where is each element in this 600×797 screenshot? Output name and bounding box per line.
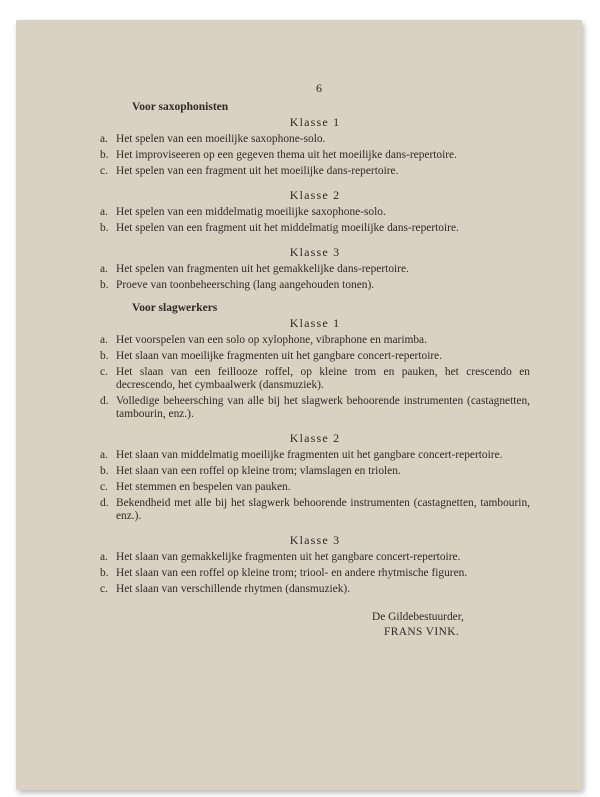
item-list (100, 334, 530, 421)
item-text: Het slaan van gemakkelijke fragmenten uit het gangbare concert-repertoire. (116, 551, 461, 563)
item-text: Proeve van toonbeheersching (lang aangehouden tonen). (116, 279, 375, 291)
item-letter: b. (100, 567, 109, 579)
item-text: Het spelen van een fragment uit het middelmatig moeilijke dans-repertoire. (116, 222, 459, 234)
item-list (100, 133, 530, 178)
item-letter: c. (100, 366, 108, 378)
item-letter: a. (100, 133, 108, 145)
item-letter: a. (100, 263, 108, 275)
list-item (100, 279, 530, 292)
item-letter: b. (100, 279, 109, 291)
item-letter: b. (100, 465, 109, 477)
document-page (100, 82, 530, 640)
page-number: 6 (316, 81, 322, 95)
section-heading: Voor slagwerkers (132, 302, 218, 314)
signature-block (372, 610, 530, 640)
list-item (100, 165, 530, 178)
item-text: Het slaan van verschillende rhytmen (dansmuziek). (116, 583, 351, 595)
item-text: Het spelen van een middelmatig moeilijke saxophone-solo. (116, 206, 386, 218)
item-text: Bekendheid met alle bij het slagwerk behoorende instrumenten (castagnetten, tambourin, enz.). (116, 497, 530, 522)
item-letter: a. (100, 334, 108, 346)
class-title: Klasse 2 (289, 431, 341, 445)
list-item (100, 465, 530, 478)
class-title: Klasse 3 (289, 245, 341, 259)
item-text: Het slaan van een roffel op kleine trom; triool- en andere rhytmische figuren. (116, 567, 468, 579)
list-item (100, 350, 530, 363)
item-text: Het spelen van een moeilijke saxophone-solo. (116, 133, 326, 145)
list-item (100, 133, 530, 146)
item-letter: a. (100, 206, 108, 218)
item-text: Het slaan van een feillooze roffel, op kleine trom en pauken, het crescendo en decrescendo, het cymbaalwerk (dansmuziek). (116, 366, 530, 391)
class-title: Klasse 1 (289, 115, 341, 129)
list-item (100, 395, 530, 421)
item-letter: c. (100, 165, 108, 177)
class-title: Klasse 3 (289, 533, 341, 547)
list-item (100, 449, 530, 462)
list-item (100, 481, 530, 494)
item-letter: d. (100, 497, 109, 509)
list-item (100, 551, 530, 564)
item-text: Het spelen van een fragment uit het moeilijke dans-repertoire. (116, 165, 399, 177)
item-list (100, 449, 530, 523)
item-text: Het spelen van fragmenten uit het gemakkelijke dans-repertoire. (116, 263, 409, 275)
item-letter: d. (100, 395, 109, 407)
list-item (100, 497, 530, 523)
item-letter: c. (100, 583, 108, 595)
item-text: Het voorspelen van een solo op xylophone, vibraphone en marimba. (116, 334, 427, 346)
item-list (100, 263, 530, 292)
signature-name: FRANS VINK. (384, 626, 460, 638)
class-title: Klasse 1 (289, 316, 341, 330)
item-list (100, 551, 530, 596)
item-text: Het slaan van een roffel op kleine trom; vlamslagen en triolen. (116, 465, 401, 477)
list-item (100, 263, 530, 276)
list-item (100, 149, 530, 162)
item-letter: a. (100, 551, 108, 563)
item-text: Het slaan van moeilijke fragmenten uit het gangbare concert-repertoire. (116, 350, 443, 362)
item-letter: a. (100, 449, 108, 461)
list-item (100, 206, 530, 219)
section-heading: Voor saxophonisten (132, 101, 229, 113)
item-text: Volledige beheersching van alle bij het slagwerk behoorende instrumenten (castagnetten, tambourin, enz.). (116, 395, 530, 420)
list-item (100, 222, 530, 235)
item-letter: b. (100, 350, 109, 362)
item-text: Het improviseeren op een gegeven thema uit het moeilijke dans-repertoire. (116, 149, 457, 161)
class-title: Klasse 2 (289, 188, 341, 202)
item-letter: b. (100, 222, 109, 234)
item-list (100, 206, 530, 235)
signature-title: De Gildebestuurder, (372, 611, 464, 623)
list-item (100, 366, 530, 392)
item-letter: b. (100, 149, 109, 161)
list-item (100, 567, 530, 580)
item-text: Het slaan van middelmatig moeilijke fragmenten uit het gangbare concert-repertoire. (116, 449, 503, 461)
list-item (100, 334, 530, 347)
item-text: Het stemmen en bespelen van pauken. (116, 481, 291, 493)
list-item (100, 583, 530, 596)
item-letter: c. (100, 481, 108, 493)
